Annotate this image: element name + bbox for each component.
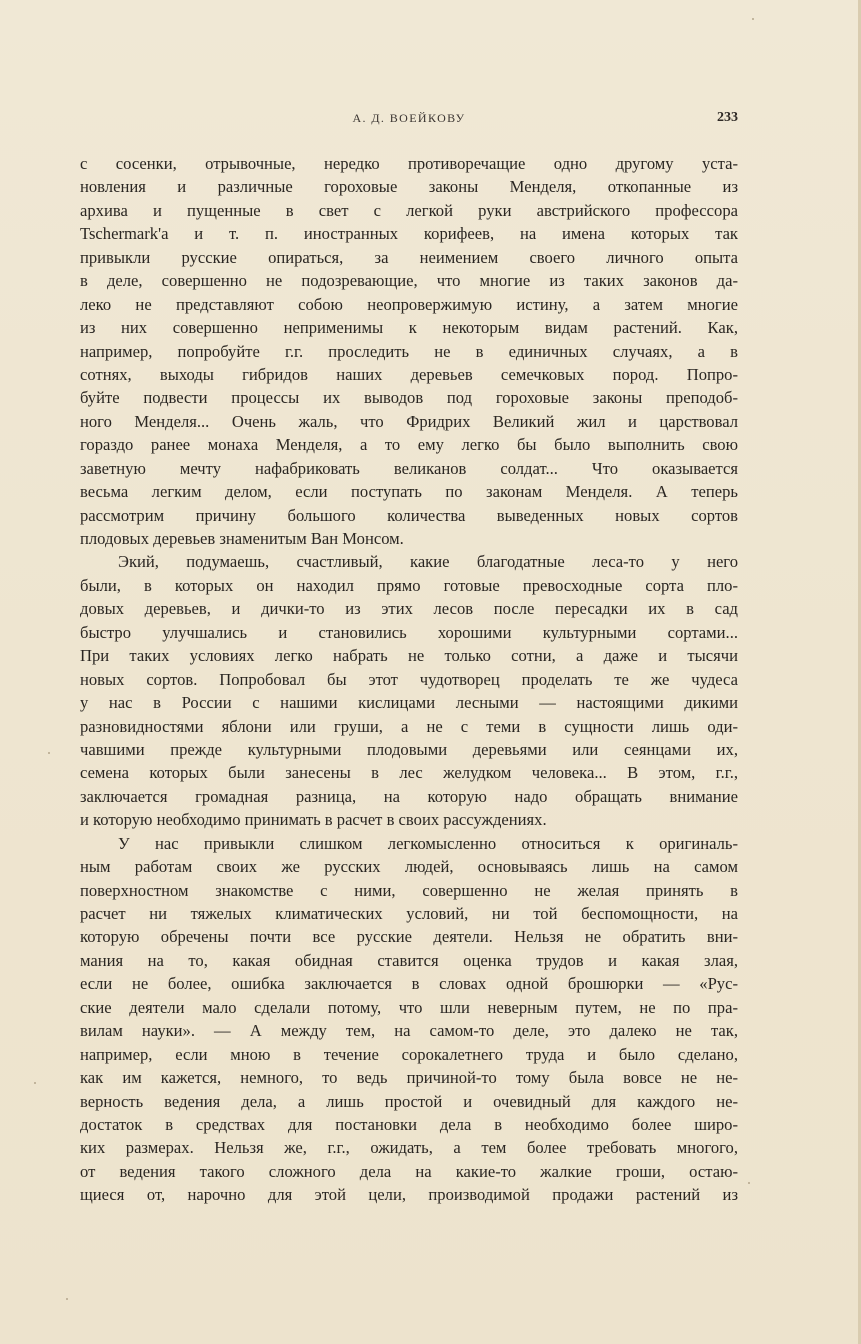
paper-speck — [748, 1182, 750, 1184]
text-line: сотнях, выходы гибридов наших деревьев семечковых пород. Попро- — [80, 364, 738, 384]
text-line: довых деревьев, и дички-то из этих лесов после пересадки их в сад — [80, 599, 738, 619]
text-line: весьма легким делом, если поступать по законам Менделя. А теперь — [80, 482, 738, 502]
paper-speck — [48, 752, 50, 754]
text-line: Экий, подумаешь, счастливый, какие благодатные леса-то у него — [118, 552, 738, 572]
text-line: были, в которых он находил прямо готовые превосходные сорта пло- — [80, 575, 738, 595]
text-line: щиеся от, нарочно для этой цели, производимой продажи растений из — [80, 1185, 738, 1205]
paper-speck — [34, 1082, 36, 1084]
paper-speck — [66, 1298, 68, 1300]
running-head-title: А. Д. ВОЕЙКОВУ — [352, 111, 466, 125]
text-line: архива и пущенные в свет с легкой руки австрийского профессора — [80, 200, 738, 220]
text-line: ские деятели мало сделали потому, что шли неверным путем, не по пра- — [80, 997, 738, 1017]
text-line: с сосенки, отрывочные, нередко противоречащие одно другому уста- — [80, 154, 738, 173]
text-line: семена которых были занесены в лес желудком человека... В этом, г.г., — [80, 763, 738, 783]
text-line: рассмотрим причину большого количества выведенных новых сортов — [80, 505, 738, 525]
text-line: например, если мною в течение сорокалетнего труда и было сделано, — [80, 1044, 738, 1064]
text-line: быстро улучшались и становились хорошими культурными сортами... — [80, 622, 738, 642]
text-line: чавшими прежде культурными плодовыми деревьями или сеянцами их, — [80, 739, 738, 759]
text-line: плодовых деревьев знаменитым Ван Монсом. — [80, 529, 404, 548]
text-line: вилам науки». — А между тем, на самом-то деле, это далеко не так, — [80, 1021, 738, 1041]
text-line: новых сортов. Попробовал бы этот чудотворец проделать те же чудеса — [80, 669, 738, 689]
text-line: новления и различные гороховые законы Менделя, откопанные из — [80, 177, 738, 197]
text-line: При таких условиях легко набрать не только сотни, а даже и тысячи — [80, 646, 738, 666]
text-line: из них совершенно неприменимы к некоторым видам растений. Как, — [80, 318, 738, 338]
text-line: буйте подвести процессы их выводов под гороховые законы преподоб- — [80, 388, 738, 408]
text-line: леко не представляют собою неопровержимую истину, а затем многие — [80, 294, 738, 314]
text-line: ких размерах. Нельзя же, г.г., ожидать, а тем более требовать многого, — [80, 1138, 738, 1158]
body-text — [80, 152, 738, 1207]
text-line: разновидностями яблони или груши, а не с теми в сущности лишь оди- — [80, 716, 738, 736]
text-line: ного Менделя... Очень жаль, что Фридрих Великий жил и царствовал — [80, 411, 738, 431]
text-line: как им кажется, немного, то ведь причиной-то тому была вовсе не не- — [80, 1068, 738, 1088]
text-line: например, попробуйте г.г. проследить не в единичных случаях, а в — [80, 341, 738, 361]
text-line: привыкли русские опираться, за неимением своего личного опыта — [80, 247, 738, 267]
running-head — [80, 111, 738, 131]
text-line: у нас в России с нашими кислицами лесными — настоящими дикими — [80, 693, 738, 713]
text-line: от ведения такого сложного дела на какие-то жалкие гроши, остаю- — [80, 1161, 738, 1181]
text-line: и которую необходимо принимать в расчет в своих рассуждениях. — [80, 810, 547, 830]
text-line: поверхностном знакомстве с ними, совершенно не желая принять в — [80, 880, 738, 900]
text-line: которую обречены почти все русские деятели. Нельзя не обратить вни- — [80, 927, 738, 947]
text-line: гораздо ранее монаха Менделя, а то ему легко бы было выполнить свою — [80, 435, 738, 455]
text-line: мания на то, какая обидная ставится оценка трудов и какая злая, — [80, 950, 738, 970]
text-line: если не более, ошибка заключается в словах одной брошюрки — «Рус- — [80, 974, 738, 994]
text-line: заветную мечту нафабриковать великанов солдат... Что оказывается — [80, 458, 738, 478]
text-line: заключается громадная разница, на которую надо обращать внимание — [80, 786, 738, 806]
text-line: Tschermark'а и т. п. иностранных корифеев, на имена которых так — [80, 224, 738, 244]
text-line: ным работам своих же русских людей, основываясь лишь на самом — [80, 857, 738, 877]
text-line: достаток в средствах для постановки дела в необходимо более широ- — [80, 1114, 738, 1134]
text-line: в деле, совершенно не подозревающие, что многие из таких законов да- — [80, 271, 738, 291]
text-line: У нас привыкли слишком легкомысленно относиться к оригиналь- — [118, 833, 738, 853]
paper-speck — [752, 18, 754, 20]
text-line: расчет ни тяжелых климатических условий, ни той беспомощности, на — [80, 904, 738, 923]
page-number: 233 — [717, 110, 738, 125]
text-line: верность ведения дела, а лишь простой и очевидный для каждого не- — [80, 1091, 738, 1111]
